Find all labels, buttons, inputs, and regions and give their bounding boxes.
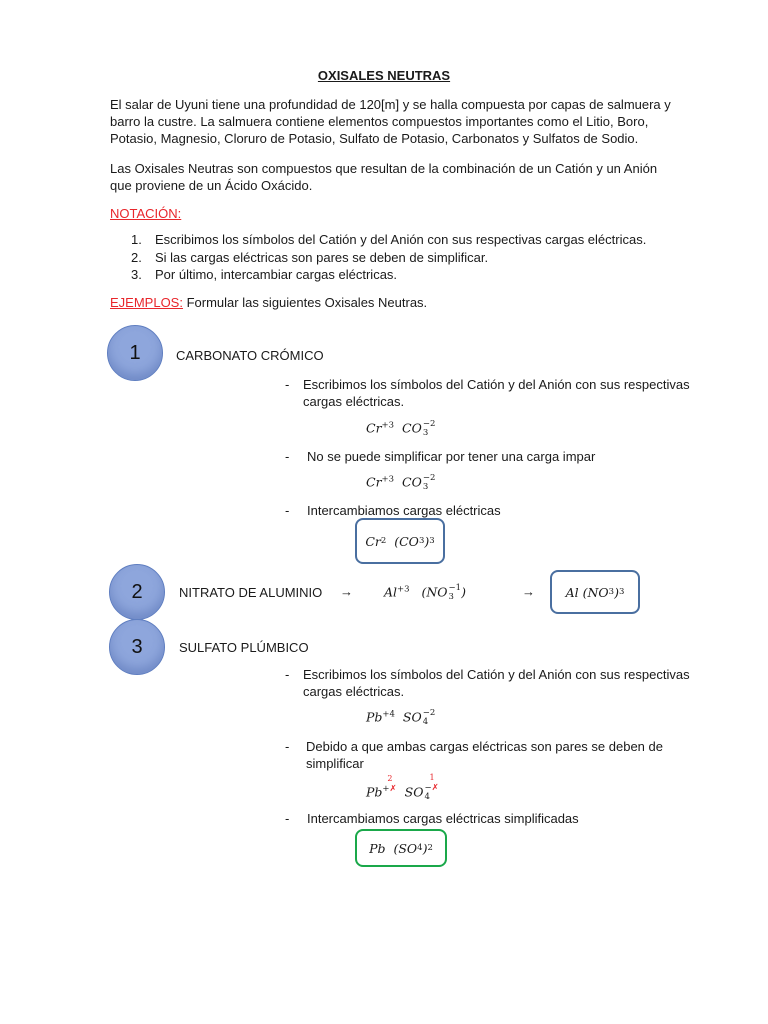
cation-charge: +3 (381, 420, 395, 431)
result-outer-subscript: 2 (427, 843, 433, 853)
example-3-simplification (366, 773, 439, 802)
cation-symbol: Cr (366, 474, 382, 490)
simplified-anion-charge: 1 (429, 773, 435, 782)
intro-paragraph-1: El salar de Uyuni tiene una profundidad de 120[m] y se halla compuesta por capas de salmuera y barro la custre. La salmuera contiene elementos compuestos importantes como el Litio, Boro, Potasio, Magnesio, Cloruro de Potasio, Sulfato de Potasio, Carbonatos y Sulfatos de Sodio. (110, 97, 671, 146)
anion-charge: −2 (422, 419, 436, 429)
result-outer-subscript: 3 (429, 536, 435, 546)
result-anion-subscript: 3 (608, 587, 615, 597)
ejemplos-label: EJEMPLOS: (110, 295, 183, 310)
anion-charge: −2 (422, 708, 436, 718)
result-cation: Al (565, 584, 579, 600)
step-number: 1. (131, 232, 142, 247)
ejemplos-text: Formular las siguientes Oxisales Neutras. (182, 295, 428, 310)
example-1-result-box (355, 518, 445, 564)
paren-close: ) (461, 584, 466, 600)
anion-charge: −2 (422, 473, 436, 483)
example-3-ions (366, 709, 435, 727)
example-3-step-1: - Escribimos los símbolos del Catión y del Anión con sus respectivas cargas eléctricas. (285, 666, 705, 700)
cation-symbol: Pb (366, 709, 383, 725)
example-1-ions (366, 420, 435, 438)
list-item (131, 266, 691, 284)
paren-close: ) (614, 584, 619, 600)
result-anion-subscript: 3 (418, 536, 425, 546)
example-number-badge-1 (107, 325, 163, 381)
crossed-out-charge-icon: ✗ (389, 784, 397, 795)
example-1-ions-repeat (366, 474, 435, 492)
result-cation: Cr (365, 533, 381, 549)
paren-close: ) (424, 533, 430, 549)
badge-number: 2 (131, 580, 143, 603)
result-cation-subscript: 2 (380, 536, 387, 546)
intro-paragraph-2: Las Oxisales Neutras son compuestos que resultan de la combinación de un Catión y un Anión que proviene de un Ácido Oxácido. (110, 161, 658, 193)
result-anion-subscript: 4 (417, 843, 423, 853)
page-title: OXISALES NEUTRAS (317, 68, 451, 83)
badge-number: 1 (129, 341, 141, 364)
example-2-name: NITRATO DE ALUMINIO (179, 585, 323, 600)
anion-symbol: (NO (421, 584, 448, 600)
anion-subscript: 4 (422, 717, 429, 727)
cation-sign: + (382, 784, 390, 795)
crossed-out-charge-icon: ✗ (431, 783, 439, 793)
step-number: 3. (131, 267, 142, 282)
anion-subscript: 3 (448, 592, 454, 602)
example-1-step-2: - No se puede simplificar por tener una carga impar (285, 449, 596, 464)
simplified-cation-charge: 2 (387, 774, 393, 784)
anion-subscript: 3 (422, 482, 429, 492)
result-anion: (SO (393, 840, 418, 856)
cation-charge: +4 (382, 709, 395, 720)
list-item (131, 231, 691, 249)
anion-charge: −1 (448, 583, 462, 593)
step-number: 2. (131, 249, 142, 265)
result-anion: (NO (582, 584, 609, 600)
notacion-label: NOTACIÓN: (110, 206, 182, 221)
anion-subscript: 4 (424, 792, 430, 802)
example-1-step-3: - Intercambiamos cargas eléctricas (285, 503, 501, 518)
example-3-result-box (355, 829, 447, 867)
cation-symbol: Al (384, 584, 398, 600)
badge-number: 3 (131, 635, 143, 658)
cation-symbol: Pb (366, 784, 383, 800)
ejemplos-line (110, 294, 680, 311)
arrow-icon: → (340, 584, 353, 599)
example-number-badge-2 (109, 564, 165, 620)
step-text: Escribimos los símbolos del Catión y del Anión con sus respectivas cargas eléctricas. (303, 667, 690, 699)
example-3-name: SULFATO PLÚMBICO (179, 640, 309, 655)
anion-subscript: 3 (422, 428, 429, 438)
example-number-badge-3 (109, 619, 165, 675)
example-3-step-2: - Debido a que ambas cargas eléctricas son pares se deben de simplificar (285, 738, 705, 772)
step-text: No se puede simplificar por tener una carga impar (307, 449, 596, 464)
result-cation: Pb (369, 840, 386, 856)
step-text: Escribimos los símbolos del Catión y del Anión con sus respectivas cargas eléctricas. (155, 232, 647, 247)
cation-charge: +3 (397, 584, 410, 595)
step-text: Escribimos los símbolos del Catión y del Anión con sus respectivas cargas eléctricas. (303, 377, 690, 409)
example-2-result-box (550, 570, 640, 614)
step-text: Debido a que ambas cargas eléctricas son pares se deben de simplificar (305, 739, 663, 771)
list-item (131, 249, 691, 267)
step-text: Intercambiamos cargas eléctricas simplificadas (307, 811, 579, 826)
result-anion: (CO (394, 533, 419, 549)
example-3-step-3: - Intercambiamos cargas eléctricas simplificadas (285, 811, 579, 826)
arrow-icon: → (522, 584, 535, 599)
paren-close: ) (422, 840, 428, 856)
step-text: Por último, intercambiar cargas eléctricas. (155, 267, 398, 282)
anion-symbol: SO (404, 784, 424, 800)
result-outer-subscript: 3 (618, 587, 625, 597)
anion-symbol: CO (402, 420, 422, 436)
anion-sign: − (424, 783, 432, 793)
cation-symbol: Cr (366, 420, 382, 436)
anion-symbol: CO (402, 474, 422, 490)
anion-symbol: SO (402, 709, 422, 725)
notation-steps (131, 231, 691, 284)
step-text: Intercambiamos cargas eléctricas (307, 503, 501, 518)
cation-charge: +3 (381, 474, 395, 485)
step-text: Si las cargas eléctricas son pares se deben de simplificar. (155, 249, 489, 265)
example-1-step-1: - Escribimos los símbolos del Catión y del Anión con sus respectivas cargas eléctricas. (285, 376, 705, 410)
example-2-ions (384, 584, 466, 602)
example-1-name: CARBONATO CRÓMICO (176, 348, 324, 363)
